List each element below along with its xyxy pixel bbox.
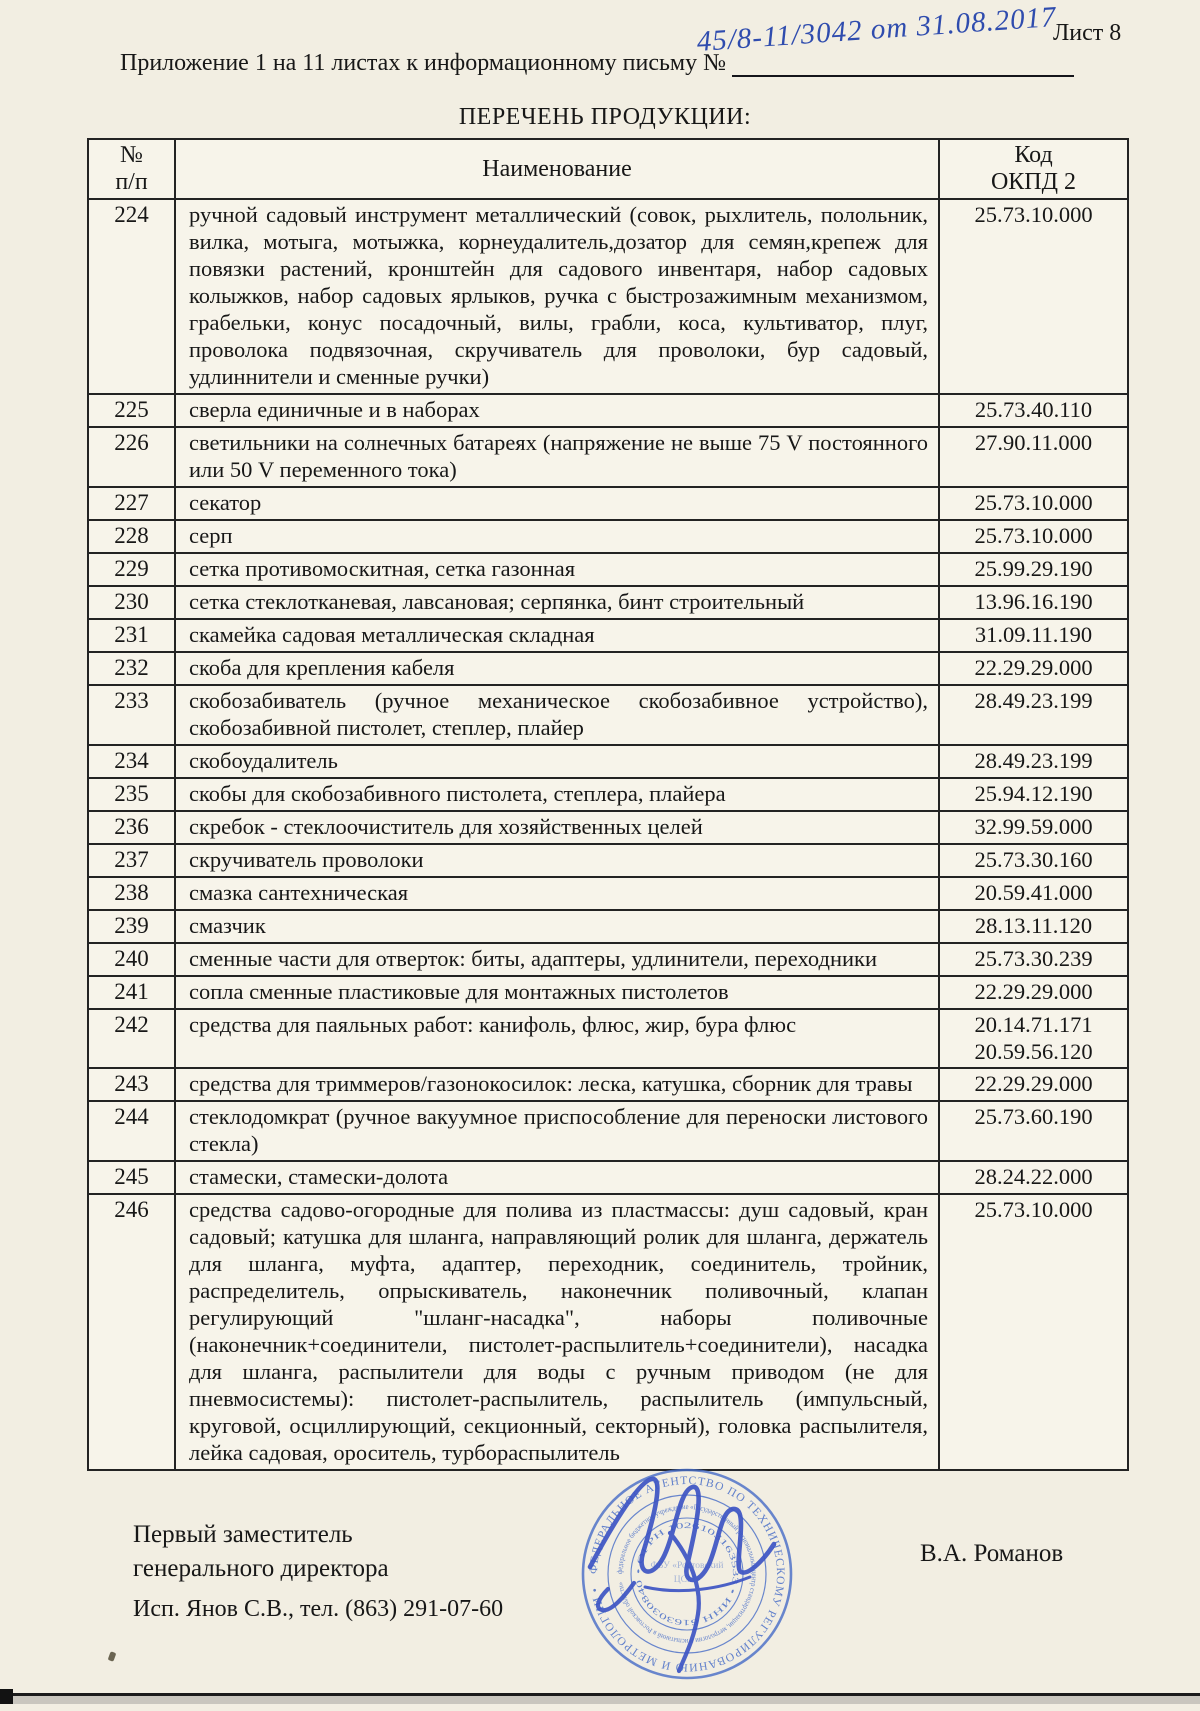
row-number-cell: 230 bbox=[88, 586, 175, 619]
row-number-cell: 245 bbox=[88, 1161, 175, 1194]
table-row bbox=[88, 685, 1128, 745]
table-row bbox=[88, 652, 1128, 685]
stamp-center-text-line2: ЦСМ» bbox=[673, 1575, 701, 1585]
row-okpd-code-cell: 25.73.10.000 bbox=[939, 520, 1128, 553]
table-row bbox=[88, 394, 1128, 427]
row-name-cell: средства для паяльных работ: канифоль, флюс, жир, бура флюс bbox=[175, 1009, 939, 1068]
table-row bbox=[88, 1009, 1128, 1068]
table-row bbox=[88, 553, 1128, 586]
row-okpd-code-cell: 25.99.29.190 bbox=[939, 553, 1128, 586]
table-row bbox=[88, 520, 1128, 553]
row-name-cell: смазка сантехническая bbox=[175, 877, 939, 910]
row-okpd-code-cell: 28.49.23.199 bbox=[939, 685, 1128, 745]
row-okpd-code-cell: 20.59.41.000 bbox=[939, 877, 1128, 910]
table-row bbox=[88, 745, 1128, 778]
row-okpd-code-cell: 25.73.30.160 bbox=[939, 844, 1128, 877]
row-number-cell: 224 bbox=[88, 199, 175, 394]
scan-speck bbox=[108, 1651, 117, 1662]
row-number-cell: 231 bbox=[88, 619, 175, 652]
row-name-cell: средства садово-огородные для полива из пластмассы: душ садовый, кран садовый; катушка для шланга, направляющий ролик для шланга, держатель для шланга, муфта, адаптер, переходник, соединитель, тройник, распределитель, опрыскиватель, наконечник поливочный, клапан регулирующий "шланг-насадка", наборы поливочные (наконечник+соединители, пистолет-распылитель+соединители), насадка для шланга, распылители для воды с ручным приводом (не для пневмосистемы): пистолет-распылитель, распылитель (импульсный, круговой, осциллирующий, секционный, секторный), головка распылителя, лейка садовая, ороситель, турбораспылитель bbox=[175, 1194, 939, 1470]
row-number-cell: 246 bbox=[88, 1194, 175, 1470]
row-number-cell: 227 bbox=[88, 487, 175, 520]
stamp-center-text-line1: ФБУ «Ростовский bbox=[650, 1561, 724, 1571]
executor-contact: Исп. Янов С.В., тел. (863) 291-07-60 bbox=[133, 1596, 504, 1622]
row-okpd-code-cell: 22.29.29.000 bbox=[939, 652, 1128, 685]
column-header-num-line1: № bbox=[120, 142, 143, 168]
row-name-cell: сменные части для отверток: биты, адаптеры, удлинители, переходники bbox=[175, 943, 939, 976]
row-okpd-code-cell: 25.94.12.190 bbox=[939, 778, 1128, 811]
row-name-cell: сверла единичные и в наборах bbox=[175, 394, 939, 427]
row-name-cell: сетка стеклотканевая, лавсановая; серпянка, бинт строительный bbox=[175, 586, 939, 619]
row-number-cell: 239 bbox=[88, 910, 175, 943]
table-row bbox=[88, 199, 1128, 394]
appendix-reference-text: Приложение 1 на 11 листах к информационному письму № bbox=[120, 50, 727, 76]
row-number-cell: 236 bbox=[88, 811, 175, 844]
row-name-cell: скручиватель проволоки bbox=[175, 844, 939, 877]
row-number-cell: 225 bbox=[88, 394, 175, 427]
table-row bbox=[88, 1068, 1128, 1101]
signer-name: В.А. Романов bbox=[920, 1540, 1064, 1567]
row-name-cell: светильники на солнечных батареях (напряжение не выше 75 V постоянного или 50 V переменного тока) bbox=[175, 427, 939, 487]
row-number-cell: 232 bbox=[88, 652, 175, 685]
signer-position-line2: генерального директора bbox=[133, 1555, 389, 1582]
document-title: ПЕРЕЧЕНЬ ПРОДУКЦИИ: bbox=[458, 104, 752, 130]
scan-edge-strip bbox=[0, 1696, 1200, 1704]
official-stamp bbox=[550, 1437, 824, 1711]
table-row bbox=[88, 811, 1128, 844]
row-number-cell: 237 bbox=[88, 844, 175, 877]
row-okpd-code-cell: 25.73.30.239 bbox=[939, 943, 1128, 976]
row-number-cell: 233 bbox=[88, 685, 175, 745]
row-okpd-code-cell: 22.29.29.000 bbox=[939, 976, 1128, 1009]
row-number-cell: 243 bbox=[88, 1068, 175, 1101]
row-name-cell: секатор bbox=[175, 487, 939, 520]
signer-position-line1: Первый заместитель bbox=[133, 1521, 353, 1548]
table-row bbox=[88, 1101, 1128, 1161]
row-name-cell: сетка противомоскитная, сетка газонная bbox=[175, 553, 939, 586]
row-okpd-code-cell: 28.49.23.199 bbox=[939, 745, 1128, 778]
row-name-cell: скобозабиватель (ручное механическое скобозабивное устройство), скобозабивной пистолет, степлер, плайер bbox=[175, 685, 939, 745]
row-name-cell: скобы для скобозабивного пистолета, степлера, плайера bbox=[175, 778, 939, 811]
table-row bbox=[88, 877, 1128, 910]
row-okpd-code-cell: 31.09.11.190 bbox=[939, 619, 1128, 652]
column-header-name: Наименование bbox=[175, 139, 939, 199]
table-row bbox=[88, 487, 1128, 520]
table-row bbox=[88, 1161, 1128, 1194]
row-number-cell: 235 bbox=[88, 778, 175, 811]
table-row bbox=[88, 844, 1128, 877]
row-name-cell: скоба для крепления кабеля bbox=[175, 652, 939, 685]
row-okpd-code-cell: 25.73.40.110 bbox=[939, 394, 1128, 427]
row-name-cell: стамески, стамески-долота bbox=[175, 1161, 939, 1194]
row-okpd-code-cell: 28.13.11.120 bbox=[939, 910, 1128, 943]
row-name-cell: скребок - стеклоочиститель для хозяйственных целей bbox=[175, 811, 939, 844]
row-number-cell: 240 bbox=[88, 943, 175, 976]
column-header-code-line1: Код bbox=[1014, 142, 1053, 168]
table-row bbox=[88, 427, 1128, 487]
table-header bbox=[88, 139, 1128, 199]
table-row bbox=[88, 586, 1128, 619]
stamp-outer-ring-text: ФЕДЕРАЛЬНОЕ АГЕНТСТВО ПО ТЕХНИЧЕСКОМУ РЕГУЛИРОВАНИЮ И МЕТРОЛОГИИ • bbox=[587, 1474, 787, 1674]
stamp-inner-ring-text: • ОГРН 1026103163533 • ИНН 6163030840 bbox=[633, 1520, 741, 1628]
row-name-cell: ручной садовый инструмент металлический (совок, рыхлитель, полольник, вилка, мотыга, мотыжка, корнеудалитель,дозатор для семян,крепеж для повязки растений, кронштейн для садового инвентаря, набор садовых колыжков, набор садовых ярлыков, ручка с быстрозажимным механизмом, грабельки, конус посадочный, вилы, грабли, коса, культиватор, плуг, проволока подвязочная, скручиватель для проволоки, бур садовый, удлиннители и сменные ручки) bbox=[175, 199, 939, 394]
row-okpd-code-cell: 13.96.16.190 bbox=[939, 586, 1128, 619]
row-number-cell: 229 bbox=[88, 553, 175, 586]
row-number-cell: 238 bbox=[88, 877, 175, 910]
table-header-row bbox=[88, 139, 1128, 199]
row-number-cell: 226 bbox=[88, 427, 175, 487]
row-okpd-code-cell: 25.73.10.000 bbox=[939, 1194, 1128, 1470]
row-okpd-code-cell: 20.14.71.171 20.59.56.120 bbox=[939, 1009, 1128, 1068]
row-number-cell: 244 bbox=[88, 1101, 175, 1161]
row-name-cell: скамейка садовая металлическая складная bbox=[175, 619, 939, 652]
table-row bbox=[88, 778, 1128, 811]
row-number-cell: 241 bbox=[88, 976, 175, 1009]
scan-edge-corner bbox=[0, 1689, 13, 1704]
row-okpd-code-cell: 25.73.60.190 bbox=[939, 1101, 1128, 1161]
row-okpd-code-cell: 25.73.10.000 bbox=[939, 199, 1128, 394]
handwritten-letter-number: 45/8-11/3042 от 31.08.2017 bbox=[695, 0, 1058, 59]
row-okpd-code-cell: 27.90.11.000 bbox=[939, 427, 1128, 487]
table-row bbox=[88, 976, 1128, 1009]
row-okpd-code-cell: 28.24.22.000 bbox=[939, 1161, 1128, 1194]
row-name-cell: средства для триммеров/газонокосилок: леска, катушка, сборник для травы bbox=[175, 1068, 939, 1101]
row-okpd-code-cell: 22.29.29.000 bbox=[939, 1068, 1128, 1101]
row-number-cell: 234 bbox=[88, 745, 175, 778]
row-name-cell: стеклодомкрат (ручное вакуумное приспособление для переноски листового стекла) bbox=[175, 1101, 939, 1161]
row-okpd-code-cell: 32.99.59.000 bbox=[939, 811, 1128, 844]
row-name-cell: скобоудалитель bbox=[175, 745, 939, 778]
table-row bbox=[88, 943, 1128, 976]
appendix-reference-line bbox=[120, 50, 1074, 77]
table-row bbox=[88, 910, 1128, 943]
column-header-num bbox=[88, 139, 175, 199]
sheet-number-label: Лист 8 bbox=[1053, 20, 1122, 46]
row-name-cell: смазчик bbox=[175, 910, 939, 943]
table-row bbox=[88, 619, 1128, 652]
row-number-cell: 242 bbox=[88, 1009, 175, 1068]
letter-number-underline bbox=[732, 51, 1074, 77]
product-table-body bbox=[88, 199, 1128, 1470]
stamp-middle-ring-text: федеральное бюджетное учреждение «Государственный региональный центр стандартизации, метрологии и испытаний в Ростовской области» bbox=[614, 1501, 760, 1647]
product-list-table bbox=[87, 138, 1129, 1471]
table-row bbox=[88, 1194, 1128, 1470]
row-okpd-code-cell: 25.73.10.000 bbox=[939, 487, 1128, 520]
row-number-cell: 228 bbox=[88, 520, 175, 553]
column-header-code-line2: ОКПД 2 bbox=[990, 169, 1077, 195]
column-header-num-line2: п/п bbox=[115, 169, 148, 195]
row-name-cell: сопла сменные пластиковые для монтажных пистолетов bbox=[175, 976, 939, 1009]
column-header-code bbox=[939, 139, 1128, 199]
row-name-cell: серп bbox=[175, 520, 939, 553]
signer-position bbox=[133, 1518, 389, 1586]
